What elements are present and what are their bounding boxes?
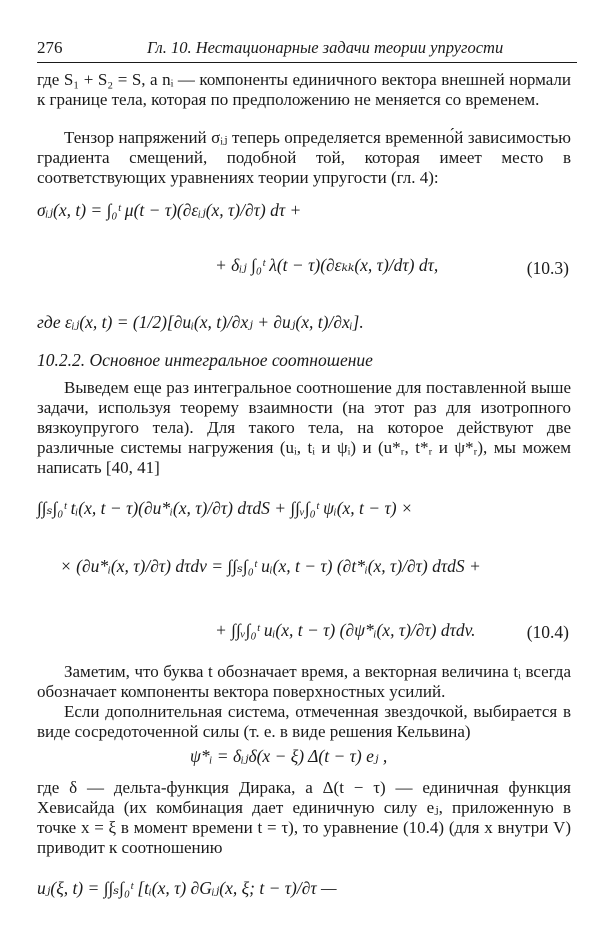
- equation-10-3-number: (10.3): [526, 258, 569, 278]
- equation-10-4-line3: + ∫∫ᵥ∫₀ᵗ uᵢ(x, t − τ) (∂ψ*ᵢ(x, τ)/∂τ) dτdv.: [215, 620, 476, 640]
- equation-10-4-line1: ∫∫ₛ∫₀ᵗ tᵢ(x, t − τ)(∂u*ᵢ(x, τ)/∂τ) dτdS + ∫∫ᵥ∫₀ᵗ ψᵢ(x, t − τ) ×: [37, 498, 413, 518]
- strain-definition: где εᵢⱼ(x, t) = (1/2)[∂uᵢ(x, t)/∂xⱼ + ∂uⱼ(x, t)/∂xᵢ].: [37, 312, 364, 332]
- equation-10-4-number: (10.4): [526, 622, 569, 642]
- page-number: 276: [37, 38, 63, 57]
- dirac-paragraph: где δ — дельта-функция Дирака, а Δ(t − τ) — единичная функция Хевисайда (их комбинация дает единичную силу eⱼ, приложенную в точке x = ξ в момент времени t = τ), то уравнение (10.4) (для x внутри V) приводит к соотношению: [37, 778, 571, 857]
- kelvin-equation: ψ*ᵢ = δᵢⱼδ(x − ξ) Δ(t − τ) eⱼ ,: [190, 746, 388, 766]
- intro-paragraph: где S₁ + S₂ = S, а nᵢ — компоненты единичного вектора внешней нормали к границе тела, которая по предположению не меняется со временем.: [37, 70, 571, 109]
- tensor-paragraph: Тензор напряжений σᵢⱼ теперь определяется временно́й зависимостью градиента смещений, подобной той, которая имеет место в соответствующих уравнениях теории упругости (гл. 4):: [37, 128, 571, 187]
- equation-10-4-line2: × (∂u*ᵢ(x, τ)/∂τ) dτdv = ∫∫ₛ∫₀ᵗ uᵢ(x, t − τ) (∂t*ᵢ(x, τ)/∂τ) dτdS +: [60, 556, 481, 576]
- note-paragraph: Заметим, что буква t обозначает время, а векторная величина tᵢ всегда обозначает компоненты вектора поверхностных усилий.: [37, 662, 571, 701]
- running-title: Гл. 10. Нестационарные задачи теории упругости: [147, 38, 504, 57]
- equation-10-3-line1: σᵢⱼ(x, t) = ∫₀ᵗ μ(t − τ)(∂εᵢⱼ(x, τ)/∂τ) dτ +: [37, 200, 302, 220]
- equation-10-3-line2: + δᵢⱼ ∫₀ᵗ λ(t − τ)(∂εₖₖ(x, τ)/dτ) dτ,: [215, 255, 439, 275]
- kelvin-paragraph: Если дополнительная система, отмеченная звездочкой, выбирается в виде сосредоточенной силы (т. е. в виде решения Кельвина): [37, 702, 571, 741]
- section-heading: 10.2.2. Основное интегральное соотношение: [37, 350, 373, 370]
- final-equation: uⱼ(ξ, t) = ∫∫ₛ∫₀ᵗ [tᵢ(x, τ) ∂Gᵢⱼ(x, ξ; t − τ)/∂τ —: [37, 878, 337, 898]
- page-header: [37, 38, 577, 63]
- reciprocity-paragraph: Выведем еще раз интегральное соотношение для поставленной выше задачи, используя теорему взаимности (на этот раз для изотропного вязкоупругого тела). Для такого тела, на которое действуют две различные системы нагружения (uᵢ, tᵢ и ψᵢ) и (u*ᵣ, t*ᵣ и ψ*ᵣ), мы можем написать [40, 41]: [37, 378, 571, 477]
